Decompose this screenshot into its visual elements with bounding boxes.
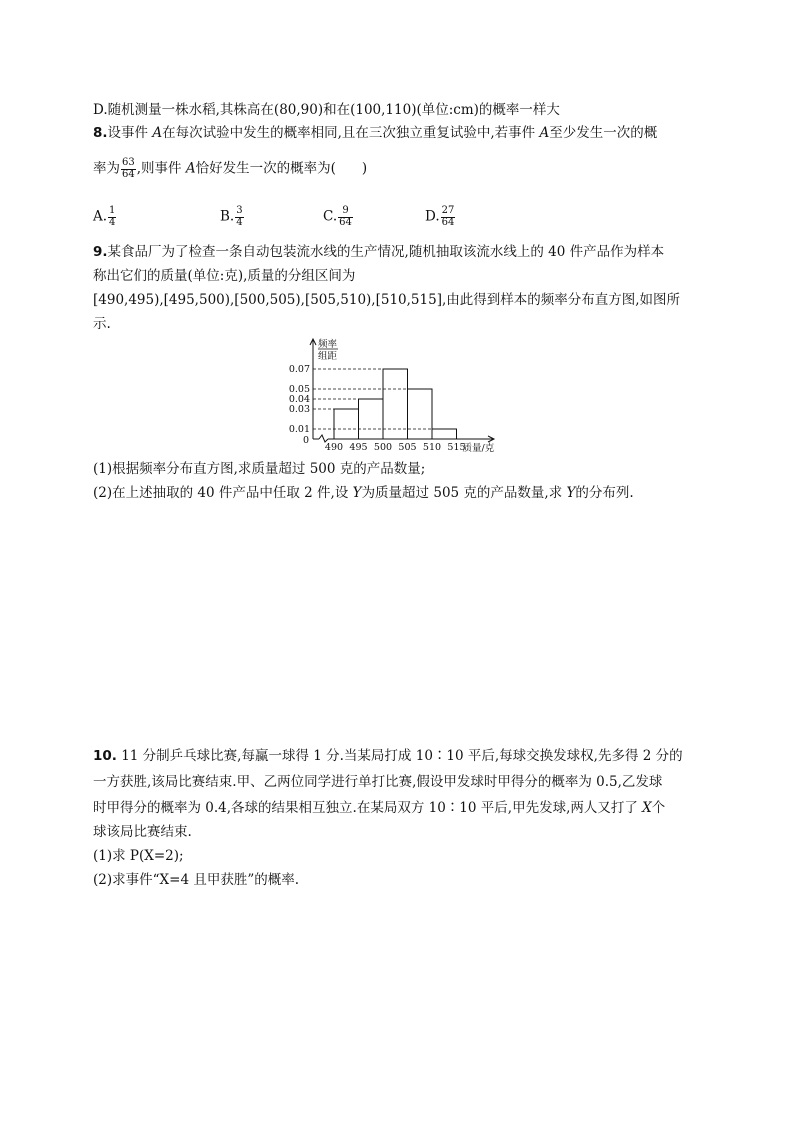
y-tick-label: 0.04 — [288, 394, 310, 405]
q8-option-d: D. $\frac{27}{64}$ — [425, 205, 455, 228]
q9-sub1: (1)根据频率分布直方图,求质量超过 500 克的产品数量; — [93, 461, 426, 477]
q9-number: 9. — [93, 244, 108, 260]
x-axis-label: 质量/克 — [462, 443, 495, 452]
x-tick-label: 515 — [447, 442, 466, 452]
q10-sub1: (1)求 P(X=2); — [93, 848, 184, 864]
x-tick-label: 510 — [422, 442, 442, 452]
q9-line1: 9.某食品厂为了检查一条自动包装流水线的生产情况,随机抽取该流水线上的 40 件产品作为样本 — [93, 244, 665, 260]
x-axis-break — [319, 435, 328, 442]
q8-option-a: A. $\frac{1}{4}$ — [93, 205, 116, 228]
x-tick-label: 490 — [324, 442, 344, 452]
x-tick-label: 505 — [398, 442, 417, 452]
bar-505 — [408, 389, 433, 439]
q9-line3: [490,495),[495,500),[500,505),[505,510),[510,515],由此得到样本的频率分布直方图,如图所 — [93, 292, 681, 308]
q8-number: 8. — [93, 125, 108, 141]
q10-line4: 球该局比赛结束. — [93, 824, 192, 840]
y-tick-label: 0.01 — [288, 424, 310, 435]
q9-line2: 称出它们的质量(单位:克),质量的分组区间为 — [93, 268, 356, 284]
q10-sub2: (2)求事件“X=4 且甲获胜”的概率. — [93, 872, 300, 888]
bar-490 — [334, 409, 359, 439]
bar-495 — [359, 399, 384, 439]
y-tick-label: 0.07 — [288, 364, 310, 375]
frequency-histogram — [280, 336, 530, 452]
q8-option-b: B. $\frac{3}{4}$ — [220, 205, 243, 228]
q9-sub2: (2)在上述抽取的 40 件产品中任取 2 件,设 Y为质量超过 505 克的产品数量,求 Y的分布列. — [93, 485, 634, 501]
q10-line3: 时甲得分的概率为 0.4,各球的结果相互独立.在某局双方 10∶10 平后,甲先发球,两人又打了 X个 — [93, 800, 666, 816]
y-tick-label: 0.03 — [288, 404, 310, 415]
x-tick-label: 500 — [373, 442, 393, 452]
bar-510 — [432, 429, 457, 439]
y-axis-label-bottom: 组距 — [318, 351, 338, 362]
q7-option-d: D.随机测量一株水稻,其株高在(80,90)和在(100,110)(单位:cm)的概率一样大 — [93, 102, 560, 118]
q9-line4: 示. — [93, 316, 111, 332]
q8-fraction: $\frac{63}{64}$ — [122, 157, 135, 180]
q8-line2: 率为 $\frac{63}{64}$ ,则事件 A恰好发生一次的概率为( ) — [93, 157, 368, 180]
bar-500 — [383, 369, 408, 439]
origin-label: 0 — [302, 435, 309, 446]
y-tick-label: 0.05 — [288, 384, 310, 395]
q10-number: 10. — [93, 748, 117, 764]
y-axis-label-top: 频率 — [318, 339, 338, 350]
q10-line1: 10. 11 分制乒乓球比赛,每赢一球得 1 分.当某局打成 10∶10 平后,每球交换发球权,先多得 2 分的 — [93, 748, 683, 764]
q8-line1: 8.设事件 A在每次试验中发生的概率相同,且在三次独立重复试验中,若事件 A至少发生一次的概 — [93, 125, 658, 141]
x-tick-label: 495 — [349, 442, 368, 452]
q10-line2: 一方获胜,该局比赛结束.甲、乙两位同学进行单打比赛,假设甲发球时甲得分的概率为 0.5,乙发球 — [93, 774, 663, 790]
q8-option-c: C. $\frac{9}{64}$ — [323, 205, 352, 228]
